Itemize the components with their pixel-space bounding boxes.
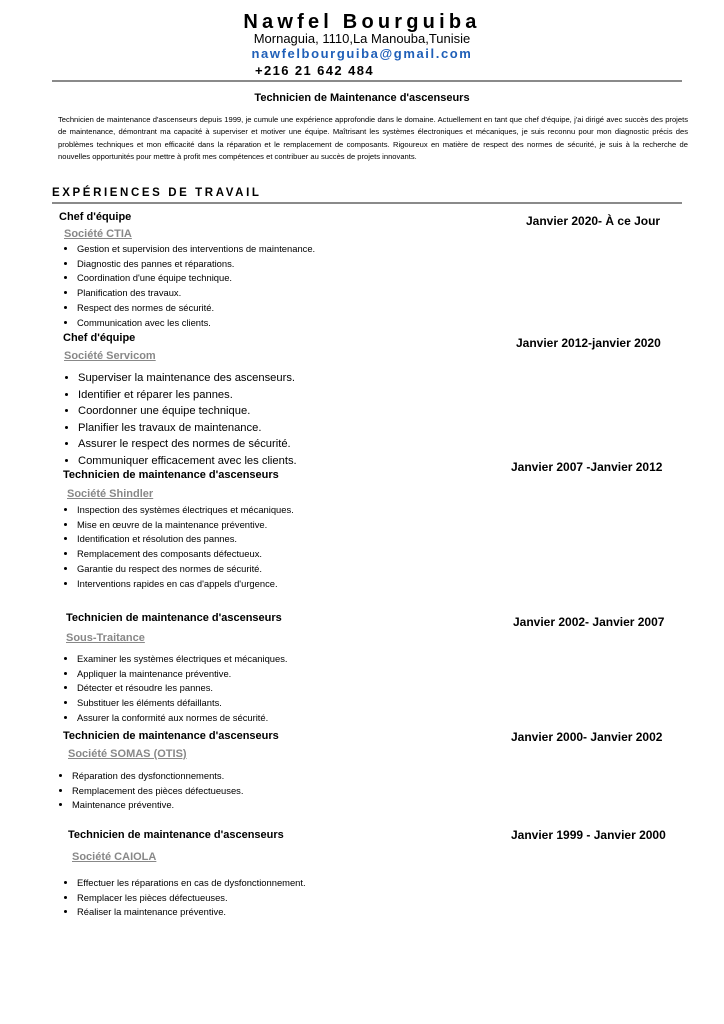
candidate-name: Nawfel Bourguiba bbox=[243, 11, 481, 33]
job-dates: Janvier 1999 - Janvier 2000 bbox=[511, 828, 666, 842]
task-item: • Respect des normes de sécurité. bbox=[77, 301, 315, 316]
section-divider bbox=[52, 202, 682, 204]
job-dates: Janvier 2020- À ce Jour bbox=[526, 214, 661, 228]
task-item: • Substituer les éléments défaillants. bbox=[77, 696, 288, 711]
task-item: • Coordonner une équipe technique. bbox=[78, 403, 297, 420]
job-role: Technicien de maintenance d'ascenseurs bbox=[66, 612, 282, 624]
task-item: • Réparation des dysfonctionnements. bbox=[72, 769, 243, 784]
task-item: • Superviser la maintenance des ascenseurs. bbox=[78, 370, 297, 387]
task-item: • Garantie du respect des normes de sécurité. bbox=[77, 562, 294, 577]
task-item: • Identification et résolution des pannes. bbox=[77, 532, 294, 547]
task-item: • Remplacer les pièces défectueuses. bbox=[77, 891, 306, 906]
task-item: • Remplacement des pièces défectueuses. bbox=[72, 784, 243, 799]
company-name: Société CTIA bbox=[64, 228, 132, 240]
job-role: Chef d'équipe bbox=[63, 332, 136, 344]
task-item: • Gestion et supervision des interventions de maintenance. bbox=[77, 242, 315, 257]
task-item: • Planifier les travaux de maintenance. bbox=[78, 420, 297, 437]
task-item: • Maintenance préventive. bbox=[72, 798, 243, 813]
task-list bbox=[63, 503, 294, 591]
address: Mornaguia, 1110,La Manouba,Tunisie bbox=[253, 31, 471, 46]
job-dates: Janvier 2002- Janvier 2007 bbox=[513, 615, 665, 629]
task-item: • Examiner les systèmes électriques et mécaniques. bbox=[77, 652, 288, 667]
task-item: • Coordination d'une équipe technique. bbox=[77, 271, 315, 286]
job-role: Technicien de maintenance d'ascenseurs bbox=[63, 730, 279, 742]
job-role: Technicien de maintenance d'ascenseurs bbox=[68, 829, 284, 841]
company-name: Société Servicom bbox=[64, 350, 156, 362]
company-name: Société CAIOLA bbox=[72, 851, 157, 863]
task-item: • Assurer le respect des normes de sécurité. bbox=[78, 436, 297, 453]
task-item: • Identifier et réparer les pannes. bbox=[78, 387, 297, 404]
job-dates: Janvier 2012-janvier 2020 bbox=[516, 336, 661, 350]
task-item: • Diagnostic des pannes et réparations. bbox=[77, 257, 315, 272]
company-name: Société Shindler bbox=[67, 488, 154, 500]
task-list bbox=[63, 876, 306, 920]
task-list bbox=[63, 652, 288, 726]
job-role: Chef d'équipe bbox=[59, 211, 132, 223]
job-dates: Janvier 2007 -Janvier 2012 bbox=[511, 460, 663, 474]
job-dates: Janvier 2000- Janvier 2002 bbox=[511, 730, 663, 744]
email-link[interactable]: nawfelbourguiba@gmail.com bbox=[251, 46, 473, 61]
task-item: • Communication avec les clients. bbox=[77, 316, 315, 331]
header-divider bbox=[52, 80, 682, 82]
task-item: • Appliquer la maintenance préventive. bbox=[77, 667, 288, 682]
task-item: • Mise en œuvre de la maintenance préventive. bbox=[77, 518, 294, 533]
company-name: Société SOMAS (OTIS) bbox=[68, 748, 187, 760]
task-item: • Effectuer les réparations en cas de dysfonctionnement. bbox=[77, 876, 306, 891]
task-item: • Assurer la conformité aux normes de sécurité. bbox=[77, 711, 288, 726]
task-item: • Communiquer efficacement avec les clients. bbox=[78, 453, 297, 470]
task-item: • Interventions rapides en cas d'appels d'urgence. bbox=[77, 577, 294, 592]
task-list bbox=[64, 370, 297, 470]
company-name: Sous-Traitance bbox=[66, 632, 145, 644]
task-item: • Planification des travaux. bbox=[77, 286, 315, 301]
task-item: • Remplacement des composants défectueux. bbox=[77, 547, 294, 562]
job-title: Technicien de Maintenance d'ascenseurs bbox=[254, 92, 470, 104]
task-list bbox=[63, 242, 315, 330]
job-role: Technicien de maintenance d'ascenseurs bbox=[63, 469, 279, 481]
section-title-experience: EXPÉRIENCES DE TRAVAIL bbox=[52, 187, 262, 199]
task-item: • Inspection des systèmes électriques et mécaniques. bbox=[77, 503, 294, 518]
task-list bbox=[58, 769, 243, 813]
task-item: • Réaliser la maintenance préventive. bbox=[77, 905, 306, 920]
task-item: • Détecter et résoudre les pannes. bbox=[77, 681, 288, 696]
profile-summary: Technicien de maintenance d'ascenseurs depuis 1999, je cumule une expérience approfondie dans le domaine. Actuellement en tant que chef d'équipe, j'ai dirigé avec succès des projets de maintenance, démontrant ma capacité à superviser et motiver une équipe. Maîtrisant les systèmes électroniques et mécaniques, je suis reconnu pour mon diagnostic précis des problèmes techniques et mon efficacité dans la réparation et le remplacement de composants. Rigoureux en matière de respect des normes de sécurité, je suis à la recherche de nouvelles opportunités pour mettre à profit mes compétences et contribuer au succès de projets innovants. bbox=[58, 115, 688, 162]
phone-number: +216 21 642 484 bbox=[255, 63, 374, 78]
